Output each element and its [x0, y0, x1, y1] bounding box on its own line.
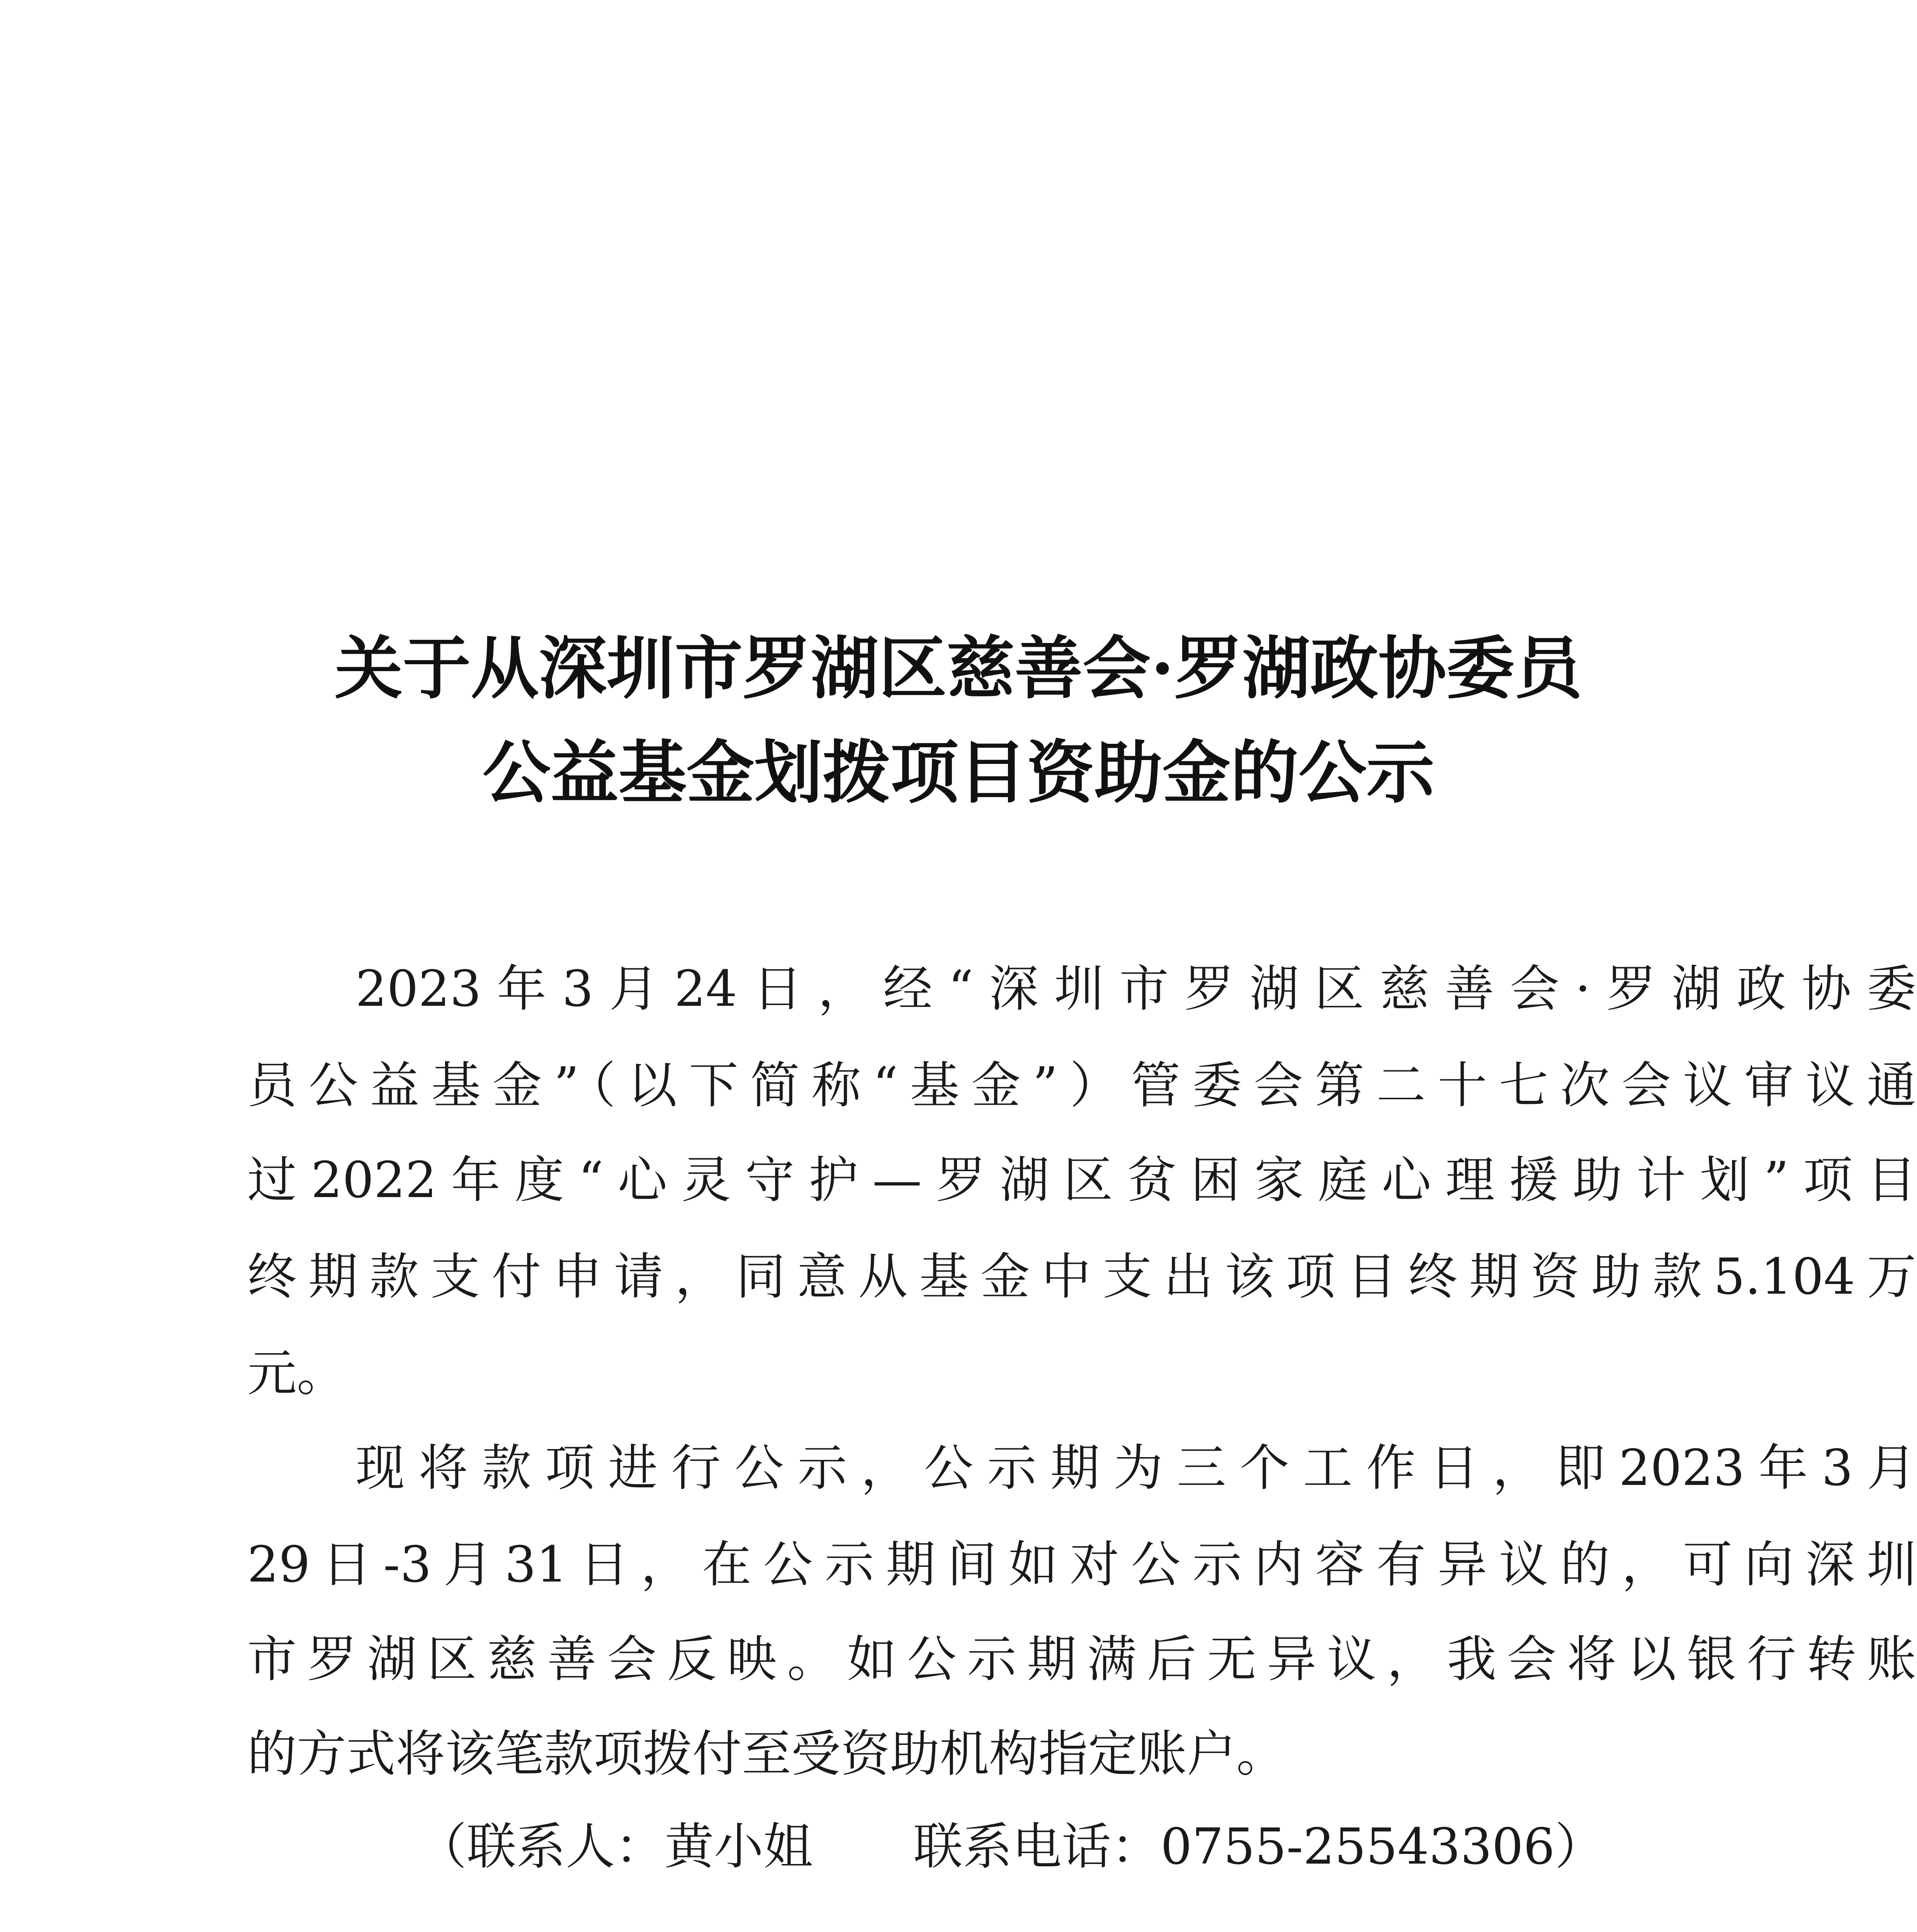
paragraph-2-line-2: 29日-3月31日，在公示期间如对公示内容有异议的，可向深圳 — [247, 1536, 1916, 1594]
paragraph-2-line-4: 的方式将该笔款项拨付至受资助机构指定账户。 — [247, 1725, 1286, 1783]
paragraph-2-line-1: 现将款项进行公示，公示期为三个工作日，即2023年3月 — [355, 1439, 1916, 1497]
paragraph-1-line-5: 元。 — [247, 1345, 347, 1402]
contact-line — [417, 1816, 1604, 1878]
paragraph-2-line-3: 市罗湖区慈善会反映。如公示期满后无异议，我会将以银行转账 — [247, 1631, 1916, 1688]
paragraph-1-line-4: 终期款支付申请，同意从基金中支出该项目终期资助款5.104万 — [247, 1248, 1916, 1306]
paragraph-1-line-3: 过2022年度“心灵守护—罗湖区贫困家庭心理援助计划”项目 — [247, 1151, 1916, 1209]
contact-phone: 联系电话：0755-25543306） — [913, 1818, 1604, 1876]
paragraph-1-line-1: 2023年3月24日，经“深圳市罗湖区慈善会·罗湖政协委 — [355, 960, 1917, 1018]
document-title-line-1: 关于从深圳市罗湖区慈善会·罗湖政协委员 — [335, 628, 1582, 708]
paragraph-1-line-2: 员公益基金”（以下简称“基金”）管委会第二十七次会议审议通 — [247, 1057, 1916, 1114]
document-title-line-2: 公益基金划拨项目资助金的公示 — [482, 733, 1434, 813]
contact-person: （联系人：黄小姐 — [417, 1818, 813, 1876]
